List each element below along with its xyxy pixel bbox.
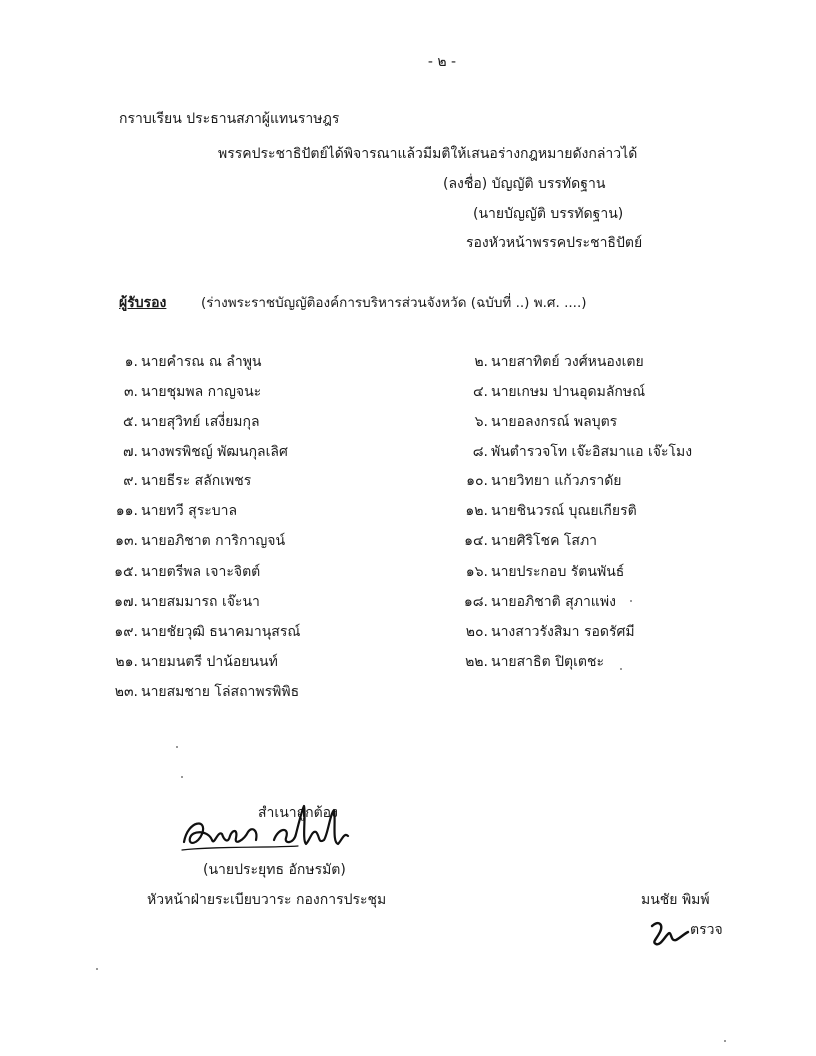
certifier-name: (นายประยุทธ อักษรมัต) — [203, 862, 346, 878]
endorser-item — [80, 533, 285, 550]
scan-speck — [724, 1040, 726, 1042]
certifier-title: หัวหน้าฝ่ายระเบียบวาระ กองการประชุม — [147, 892, 387, 908]
endorser-number: ๑๙. — [114, 624, 138, 640]
endorser-name: นายประกอบ รัตนพันธ์ — [491, 564, 625, 580]
endorser-name: นายสมชาย โล่สถาพรพิพิธ — [141, 684, 300, 700]
endorser-name: นายชุมพล กาญจนะ — [141, 384, 262, 400]
endorser-item — [80, 684, 299, 701]
endorser-item — [80, 384, 261, 401]
bill-title: (ร่างพระราชบัญญัติองค์การบริหารส่วนจังหวัด (ฉบับที่ ..) พ.ศ. ....) — [201, 295, 587, 311]
typist-note: มนชัย พิมพ์ — [641, 892, 710, 908]
endorser-number: ๑๔. — [464, 533, 488, 549]
endorser-name: นายเกษม ปานอุดมลักษณ์ — [491, 384, 646, 400]
handwritten-signature — [178, 800, 358, 860]
checker-note: ตรวจ — [690, 922, 723, 938]
endorser-name: นายอลงกรณ์ พลบุตร — [491, 414, 618, 430]
endorser-number: ๒๐. — [465, 624, 488, 640]
endorser-name: นางพรพิชญ์ พัฒนกุลเลิศ — [141, 444, 288, 460]
endorser-name: นายสาธิต ปิตุเตชะ — [491, 654, 605, 670]
signer-position: รองหัวหน้าพรรคประชาธิปัตย์ — [466, 235, 643, 251]
endorser-number: ๑๑. — [115, 503, 138, 519]
endorser-number: ๙. — [123, 473, 138, 489]
endorser-name: นายสุวิทย์ เสงี่ยมกุล — [141, 414, 260, 430]
certified-copy-label: สำเนาถูกต้อง — [258, 805, 338, 821]
endorser-number: ๑. — [124, 354, 138, 370]
endorser-item — [430, 503, 637, 520]
endorser-number: ๖. — [474, 414, 488, 430]
endorser-name: นายทวี สุระบาล — [141, 503, 238, 519]
endorser-item — [80, 624, 300, 641]
endorser-item — [430, 654, 604, 671]
endorser-number: ๒๓. — [114, 684, 138, 700]
endorser-item — [430, 473, 622, 490]
endorser-name: พันตำรวจโท เจ๊ะอิสมาแอ เจ๊ะโมง — [491, 444, 693, 460]
endorser-number: ๓. — [123, 384, 138, 400]
party-statement: พรรคประชาธิปัตย์ได้พิจารณาแล้วมีมติให้เสนอร่างกฎหมายดังกล่าวได้ — [218, 146, 638, 162]
endorser-number: ๑๖. — [465, 564, 488, 580]
checker-initials — [646, 918, 690, 952]
endorser-item — [80, 594, 260, 611]
endorser-number: ๔. — [472, 384, 488, 400]
signer-name: (นายบัญญัติ บรรทัดฐาน) — [473, 206, 624, 222]
endorser-name: นายอภิชาติ สุภาแพ่ง — [491, 594, 616, 610]
endorser-name: นายชินวรณ์ บุณยเกียรติ — [491, 503, 637, 519]
endorser-item — [80, 354, 262, 371]
endorser-number: ๑๕. — [114, 564, 138, 580]
page-number: - ๒ - — [427, 54, 457, 70]
endorser-item — [430, 624, 635, 641]
endorser-item — [430, 444, 692, 461]
endorser-number: ๘. — [472, 444, 488, 460]
scan-speck — [620, 668, 622, 670]
endorser-item — [80, 444, 288, 461]
salutation: กราบเรียน ประธานสภาผู้แทนราษฎร — [119, 111, 340, 127]
endorser-name: นายมนตรี ปาน้อยนนท์ — [141, 654, 278, 670]
scan-speck — [630, 600, 632, 602]
endorser-item — [80, 654, 278, 671]
endorser-name: นายวิทยา แก้วภราดัย — [491, 473, 622, 489]
endorser-name: นายตรีพล เจาะจิตต์ — [141, 564, 261, 580]
endorser-name: นายสมมารถ เจ๊ะนา — [141, 594, 260, 610]
endorser-number: ๑๓. — [115, 533, 138, 549]
endorser-name: นายอภิชาต การิกาญจน์ — [141, 533, 286, 549]
scan-speck — [176, 746, 178, 748]
signer-signed-line: (ลงชื่อ) บัญญัติ บรรทัดฐาน — [443, 176, 606, 192]
endorser-item — [80, 414, 260, 431]
endorser-item — [80, 473, 251, 490]
endorser-item — [430, 594, 616, 611]
endorser-item — [430, 354, 644, 371]
scan-speck — [96, 968, 98, 970]
endorser-name: นางสาวรังสิมา รอดรัศมี — [491, 624, 635, 640]
endorser-name: นายธีระ สลักเพชร — [141, 473, 252, 489]
endorser-item — [430, 564, 624, 581]
endorser-item — [430, 533, 597, 550]
endorser-number: ๗. — [123, 444, 138, 460]
endorser-number: ๒๒. — [465, 654, 488, 670]
endorser-item — [430, 414, 617, 431]
endorser-name: นายสาทิตย์ วงศ์หนองเตย — [491, 354, 644, 370]
endorsers-heading: ผู้รับรอง — [119, 295, 167, 311]
endorser-number: ๒. — [474, 354, 488, 370]
endorser-number: ๒๑. — [115, 654, 138, 670]
endorser-item — [80, 564, 260, 581]
endorser-name: นายชัยวุฒิ ธนาคมานุสรณ์ — [141, 624, 301, 640]
endorser-number: ๕. — [122, 414, 138, 430]
endorser-number: ๑๐. — [466, 473, 488, 489]
endorser-item — [430, 384, 645, 401]
scan-speck — [181, 776, 183, 778]
endorser-name: นายคำรณ ณ ลำพูน — [141, 354, 262, 370]
endorser-number: ๑๗. — [114, 594, 138, 610]
endorser-item — [80, 503, 237, 520]
endorser-name: นายศิริโชค โสภา — [491, 533, 598, 549]
endorser-number: ๑๘. — [463, 594, 488, 610]
endorser-number: ๑๒. — [465, 503, 488, 519]
